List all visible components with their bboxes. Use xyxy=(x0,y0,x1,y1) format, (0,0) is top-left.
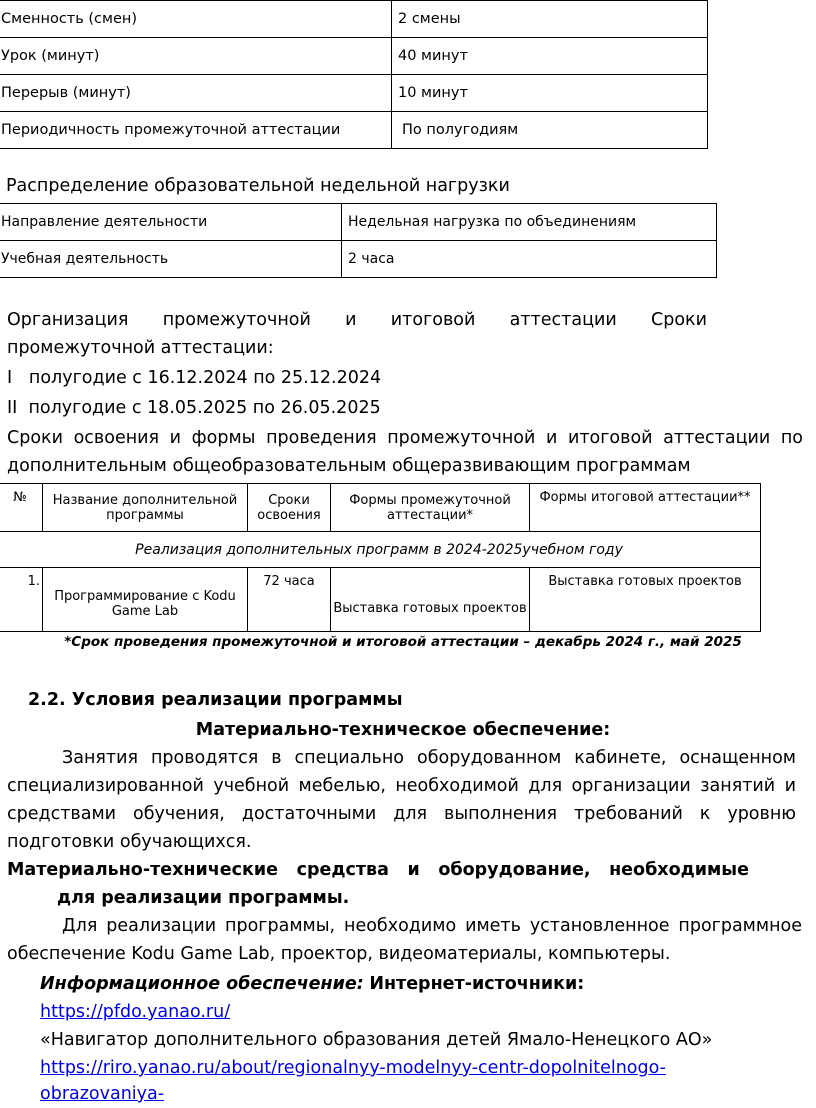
attestation-line-1: Организация промежуточной и итоговой аттестации Сроки xyxy=(7,310,707,330)
table-row xyxy=(0,241,717,278)
footnote: *Срок проведения промежуточной и итоговой аттестации – декабрь 2024 г., май 2025 xyxy=(64,634,742,650)
cell-label: Направление деятельности xyxy=(1,214,208,230)
header-num: № xyxy=(0,484,43,532)
forms-line-1: Сроки освоения и формы проведения промежуточной и итоговой аттестации по xyxy=(7,428,803,448)
table-cell xyxy=(392,112,708,149)
link-riro-cont[interactable]: obrazovaniya- xyxy=(40,1084,165,1104)
info-rest: Интернет-источники: xyxy=(369,974,585,994)
table-cell xyxy=(0,38,392,75)
cell-value: 2 часа xyxy=(348,251,395,267)
cell-value: 10 минут xyxy=(398,85,468,101)
header-term: Сроки освоения xyxy=(248,484,331,532)
link-riro[interactable]: https://riro.yanao.ru/about/regionalnyy-modelnyy-centr-dopolnitelnogo- xyxy=(40,1058,666,1078)
link-pfdo[interactable]: https://pfdo.yanao.ru/ xyxy=(40,1002,231,1022)
header-name: Название дополнительной программы xyxy=(43,484,248,532)
info-label: Информационное обеспечение: xyxy=(40,974,364,994)
cell-value: 40 минут xyxy=(398,48,468,64)
table-row xyxy=(0,204,717,241)
para2-line-2: обеспечение Kodu Game Lab, проектор, видеоматериалы, компьютеры. xyxy=(7,944,671,964)
table-row xyxy=(0,112,708,149)
half-year-2 xyxy=(7,394,381,422)
half-number: I xyxy=(7,368,13,388)
cell-label: Перерыв (минут) xyxy=(1,85,131,101)
cell-value: Недельная нагрузка по объединениям xyxy=(348,214,637,230)
para1-line-1: Занятия проводятся в специально оборудованном кабинете, оснащенном xyxy=(62,748,796,768)
table-cell xyxy=(342,241,717,278)
section-row xyxy=(0,532,761,568)
row-final: Выставка готовых проектов xyxy=(530,568,761,632)
distribution-heading: Распределение образовательной недельной нагрузки xyxy=(6,176,510,196)
table-cell xyxy=(0,112,392,149)
para1-line-2: специализированной учебной мебелью, необходимой для организации занятий и xyxy=(7,776,796,796)
header-interim: Формы промежуточной аттестации* xyxy=(331,484,530,532)
navigator-text: «Навигатор дополнительного образования детей Ямало-Ненецкого АО» xyxy=(40,1030,713,1050)
half-number: II xyxy=(7,398,18,418)
attestation-line-2: промежуточной аттестации: xyxy=(7,338,274,358)
para2-line-1: Для реализации программы, необходимо иметь установленное программное xyxy=(62,916,802,936)
info-line xyxy=(40,970,584,998)
table-cell xyxy=(0,1,392,38)
cell-value: По полугодиям xyxy=(402,122,519,138)
table-row xyxy=(0,568,761,632)
cell-value: 2 смены xyxy=(398,11,461,27)
half-year-1 xyxy=(7,364,381,392)
row-num: 1. xyxy=(0,568,43,632)
programs-table xyxy=(0,483,761,632)
table-cell xyxy=(392,75,708,112)
section-subtitle: Материально-техническое обеспечение: xyxy=(195,720,611,740)
table-cell xyxy=(392,38,708,75)
table-row xyxy=(0,75,708,112)
cell-label: Периодичность промежуточной аттестации xyxy=(1,122,341,138)
load-table xyxy=(0,203,717,278)
cell-label: Урок (минут) xyxy=(1,48,100,64)
equipment-line-1: Материально-технические средства и оборудование, необходимые xyxy=(7,860,749,880)
table-cell xyxy=(0,204,342,241)
half-text: полугодие с 18.05.2025 по 26.05.2025 xyxy=(28,398,381,418)
row-interim: Выставка готовых проектов xyxy=(331,568,530,632)
table-cell xyxy=(0,241,342,278)
table-header-row xyxy=(0,484,761,532)
cell-label: Учебная деятельность xyxy=(1,251,169,267)
para1-line-3: средствами обучения, достаточными для выполнения требований к уровню xyxy=(7,804,796,824)
half-text: полугодие с 16.12.2024 по 25.12.2024 xyxy=(28,368,382,388)
table-row xyxy=(0,38,708,75)
para1-line-4: подготовки обучающихся. xyxy=(7,832,252,852)
equipment-line-2: для реализации программы. xyxy=(57,888,350,908)
cell-label: Сменность (смен) xyxy=(1,11,138,27)
table-cell xyxy=(0,75,392,112)
section-title: 2.2. Условия реализации программы xyxy=(28,690,403,710)
header-final: Формы итоговой аттестации** xyxy=(530,484,761,532)
table-row xyxy=(0,1,708,38)
section-title: Реализация дополнительных программ в 2024-2025учебном году xyxy=(0,532,761,568)
schedule-table xyxy=(0,0,708,149)
table-cell xyxy=(392,1,708,38)
table-cell xyxy=(342,204,717,241)
row-term: 72 часа xyxy=(248,568,331,632)
forms-line-2: дополнительным общеобразовательным общеразвивающим программам xyxy=(7,456,691,476)
row-name: Программирование с Kodu Game Lab xyxy=(43,568,248,632)
